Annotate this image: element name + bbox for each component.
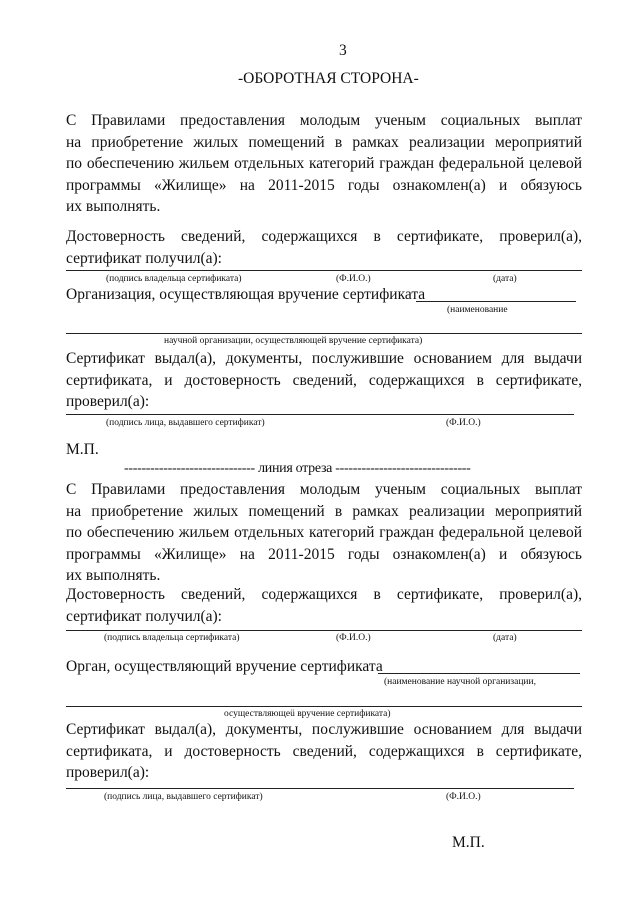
bottom-caption-date: (дата): [493, 633, 517, 643]
paragraph-line: проверил(а):: [66, 764, 150, 781]
top-stamp-place: М.П.: [66, 441, 99, 458]
bottom-caption-fio2: (Ф.И.О.): [446, 792, 481, 802]
top-issuer-paragraph: [66, 348, 582, 413]
bottom-caption-fio: (Ф.И.О.): [336, 633, 371, 643]
bottom-caption-name: (наименование научной организации,: [384, 677, 536, 687]
paragraph-line: сертификата, и достоверность сведений, содержащихся в сертификате,: [66, 371, 582, 389]
paragraph-line: Достоверность сведений, содержащихся в сертификате, проверил(а),: [66, 228, 582, 245]
top-issuer-signature-line[interactable]: [66, 414, 574, 415]
bottom-caption-issuer-signature: (подпись лица, выдавшего сертификат): [104, 792, 263, 802]
paragraph-line: Достоверность сведений, содержащихся в сертификате, проверил(а),: [66, 586, 582, 603]
cut-line: ------------------------------ линия отреза -------------------------------: [124, 461, 471, 476]
paragraph-line: их выполнять.: [66, 198, 161, 215]
top-caption-name: (наименование: [447, 305, 508, 315]
bottom-issuer-signature-line[interactable]: [66, 788, 574, 789]
paragraph-line: на приобретение жилых помещений в рамках реализации мероприятий: [66, 133, 582, 151]
paragraph-line: проверил(а):: [66, 393, 150, 410]
bottom-org-label: Орган, осуществляющий вручение сертификата: [66, 658, 383, 675]
paragraph-line: С Правилами предоставления молодым ученым социальных выплат: [66, 112, 582, 129]
paragraph-line: на приобретение жилых помещений в рамках реализации мероприятий: [66, 502, 582, 520]
paragraph-line: по обеспечению жильем отдельных категорий граждан федеральной целевой: [66, 155, 582, 172]
bottom-org-field-continued[interactable]: [66, 706, 582, 707]
bottom-org-field[interactable]: [378, 673, 580, 674]
top-caption-science-org: научной организации, осуществляющей вручение сертификата): [164, 336, 423, 346]
top-caption-fio2: (Ф.И.О.): [446, 418, 481, 428]
paragraph-line: С Правилами предоставления молодым ученым социальных выплат: [66, 481, 582, 498]
bottom-agreement-paragraph: [66, 479, 582, 587]
bottom-signature-line[interactable]: [66, 630, 582, 631]
paragraph-line: Сертификат выдал(а), документы, послужившие основанием для выдачи: [66, 721, 582, 738]
top-agreement-paragraph: [66, 110, 582, 218]
bottom-caption-science-org: осуществляющеü вручение сертификата): [224, 709, 391, 719]
top-org-label: Организация, осуществляющая вручение сертификата: [66, 286, 426, 303]
paragraph-line: сертификат получил(а):: [66, 249, 222, 267]
top-caption-owner-signature: (подпись владельца сертификата): [106, 274, 242, 284]
top-verification-paragraph: [66, 226, 582, 269]
paragraph-line: Сертификат выдал(а), документы, послужившие основанием для выдачи: [66, 350, 582, 367]
top-caption-issuer-signature: (подпись лица, выдавшего сертификат): [106, 418, 265, 428]
page-number: 3: [339, 42, 347, 59]
top-signature-line[interactable]: [66, 270, 582, 271]
paragraph-line: сертификата, и достоверность сведений, содержащихся в сертификате,: [66, 742, 582, 760]
paragraph-line: программы «Жилище» на 2011-2015 годы ознакомлен(а) и обязуюсь: [66, 545, 582, 563]
bottom-caption-owner-signature: (подпись владельца сертификата): [104, 633, 240, 643]
bottom-issuer-paragraph: [66, 719, 582, 784]
top-caption-date: (дата): [493, 274, 517, 284]
page-heading: -ОБОРОТНАЯ СТОРОНА-: [238, 70, 419, 87]
top-org-field-continued[interactable]: [66, 333, 582, 334]
bottom-verification-paragraph: [66, 584, 582, 627]
paragraph-line: программы «Жилище» на 2011-2015 годы ознакомлен(а) и обязуюсь: [66, 176, 582, 194]
top-org-field[interactable]: [416, 301, 576, 302]
paragraph-line: по обеспечению жильем отдельных категорий граждан федеральной целевой: [66, 524, 582, 541]
paragraph-line: их выполнять.: [66, 567, 161, 584]
bottom-stamp-place: М.П.: [452, 834, 485, 851]
paragraph-line: сертификат получил(а):: [66, 607, 222, 625]
top-caption-fio: (Ф.И.О.): [336, 274, 371, 284]
